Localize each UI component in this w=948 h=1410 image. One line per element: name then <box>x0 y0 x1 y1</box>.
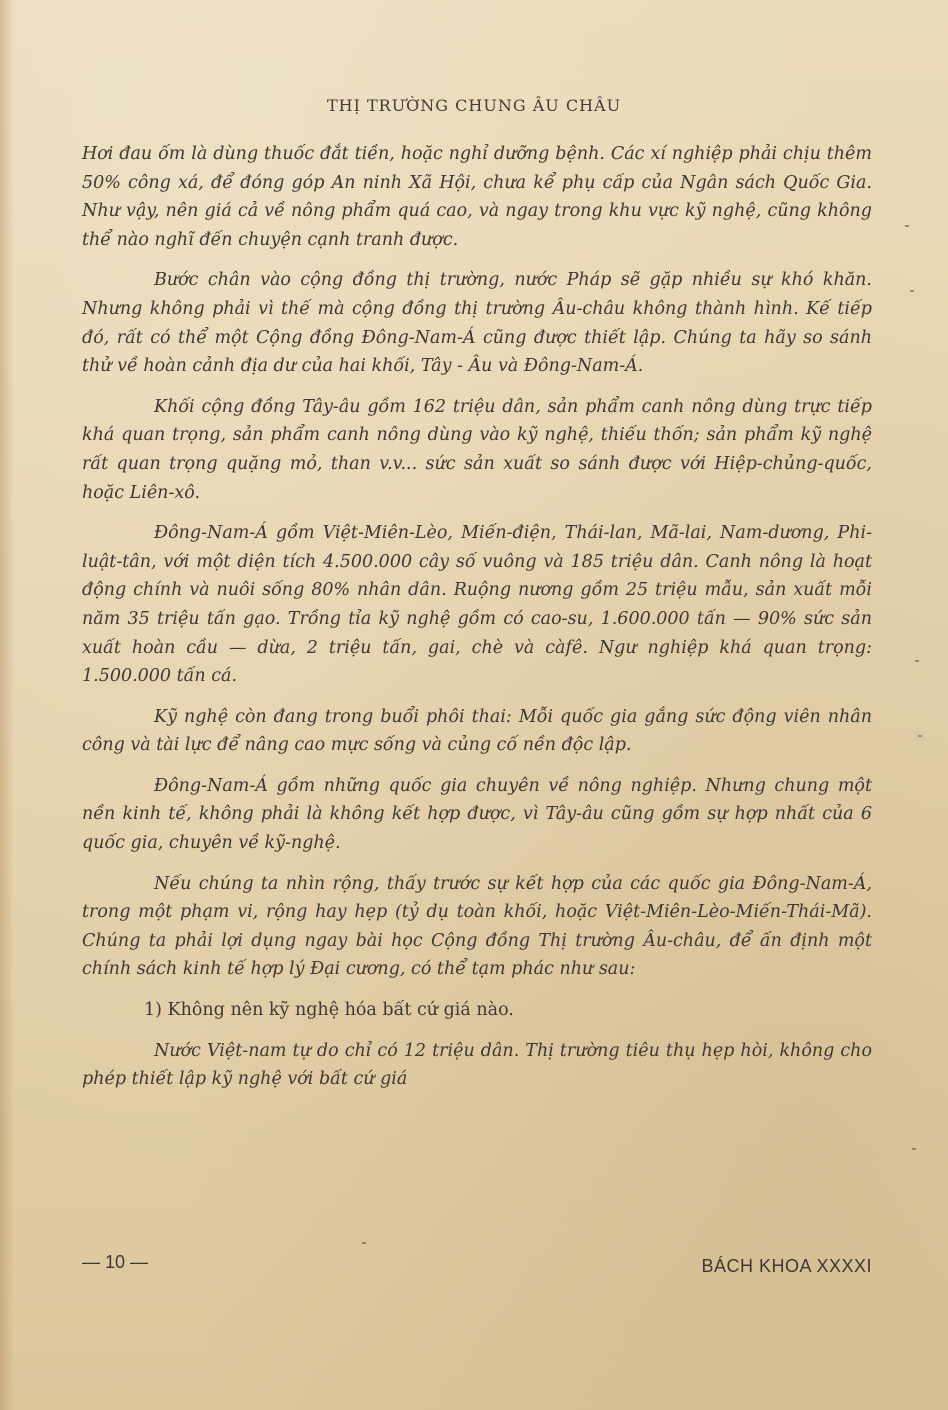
paragraph: Hơi đau ốm là dùng thuốc đắt tiền, hoặc nghỉ dưỡng bệnh. Các xí nghiệp phải chịu thêm 50% công xá, để đóng góp An ninh Xã Hội, chưa kể phụ cấp của Ngân sách Quốc Gia. Như vậy, nên giá cả về nông phẩm quá cao, và ngay trong khu vực kỹ nghệ, cũng không thể nào nghĩ đến chuyện cạnh tranh được. <box>82 144 872 250</box>
paper-speck <box>905 225 909 227</box>
paragraph: Đông-Nam-Á gồm Việt-Miên-Lèo, Miến-điện, Thái-lan, Mã-lai, Nam-dương, Phi-luật-tân, với một diện tích 4.500.000 cây số vuông và 185 triệu dân. Canh nông là hoạt động chính và nuôi sống 80% nhân dân. Ruộng nương gồm 25 triệu mẫu, sản xuất mỗi năm 35 triệu tấn gạo. Trồng tỉa kỹ nghệ gồm có cao-su, 1.600.000 tấn — 90% sức sản xuất hoàn cầu — dừa, 2 triệu tấn, gai, chè và càfê. Ngư nghiệp khá quan trọng: 1.500.000 tấn cá. <box>82 523 872 687</box>
paper-speck <box>362 1242 366 1244</box>
paper-speck <box>915 660 919 662</box>
paper-speck <box>912 1148 916 1150</box>
paragraph: Đông-Nam-Á gồm những quốc gia chuyên về nông nghiệp. Nhưng chung một nền kinh tế, không phải là không kết hợp được, vì Tây-âu cũng gồm sự hợp nhất của 6 quốc gia, chuyên về kỹ-nghệ. <box>82 775 872 854</box>
paragraph: Khối cộng đồng Tây-âu gồm 162 triệu dân, sản phẩm canh nông dùng trực tiếp khá quan trọng, sản phẩm canh nông dùng vào kỹ nghệ, thiếu thốn; sản phẩm kỹ nghệ rất quan trọng quặng mỏ, than v.v... sức sản xuất so sánh được với Hiệp-chủng-quốc, hoặc Liên-xô. <box>82 396 872 503</box>
journal-name: BÁCH KHOA XXXXI <box>701 1256 872 1276</box>
article-body <box>82 140 872 1106</box>
page-number: — 10 — <box>82 1252 149 1272</box>
paper-speck <box>918 735 922 737</box>
paragraph: Bước chân vào cộng đồng thị trường, nước Pháp sẽ gặp nhiều sự khó khăn. Nhưng không phải vì thế mà cộng đồng thị trường Âu-châu không thành hình. Kế tiếp đó, rất có thể một Cộng đồng Đông-Nam-Á cũng được thiết lập. Chúng ta hãy so sánh thử về hoàn cảnh địa dư của hai khối, Tây - Âu và Đông-Nam-Á. <box>82 270 872 377</box>
paragraph: Kỹ nghệ còn đang trong buổi phôi thai: Mỗi quốc gia gắng sức động viên nhân công và tài lực để nâng cao mực sống và củng cố nền độc lập. <box>82 706 872 756</box>
running-header: THỊ TRƯỜNG CHUNG ÂU CHÂU <box>326 96 622 115</box>
paragraph: Nếu chúng ta nhìn rộng, thấy trước sự kết hợp của các quốc gia Đông-Nam-Á, trong một phạm vi, rộng hay hẹp (tỷ dụ toàn khối, hoặc Việt-Miên-Lèo-Miến-Thái-Mã). Chúng ta phải lợi dụng ngay bài học Cộng đồng Thị trường Âu-châu, để ấn định một chính sách kinh tế hợp lý Đại cương, có thể tạm phác như sau: <box>82 873 872 980</box>
page-footer <box>82 1252 872 1282</box>
numbered-item: 1) Không nên kỹ nghệ hóa bất cứ giá nào. <box>144 1000 514 1021</box>
paper-speck <box>910 290 914 292</box>
page-edge-shadow <box>0 0 14 1410</box>
paragraph: Nước Việt-nam tự do chỉ có 12 triệu dân. Thị trường tiêu thụ hẹp hòi, không cho phép thiết lập kỹ nghệ với bất cứ giá <box>82 1040 872 1090</box>
